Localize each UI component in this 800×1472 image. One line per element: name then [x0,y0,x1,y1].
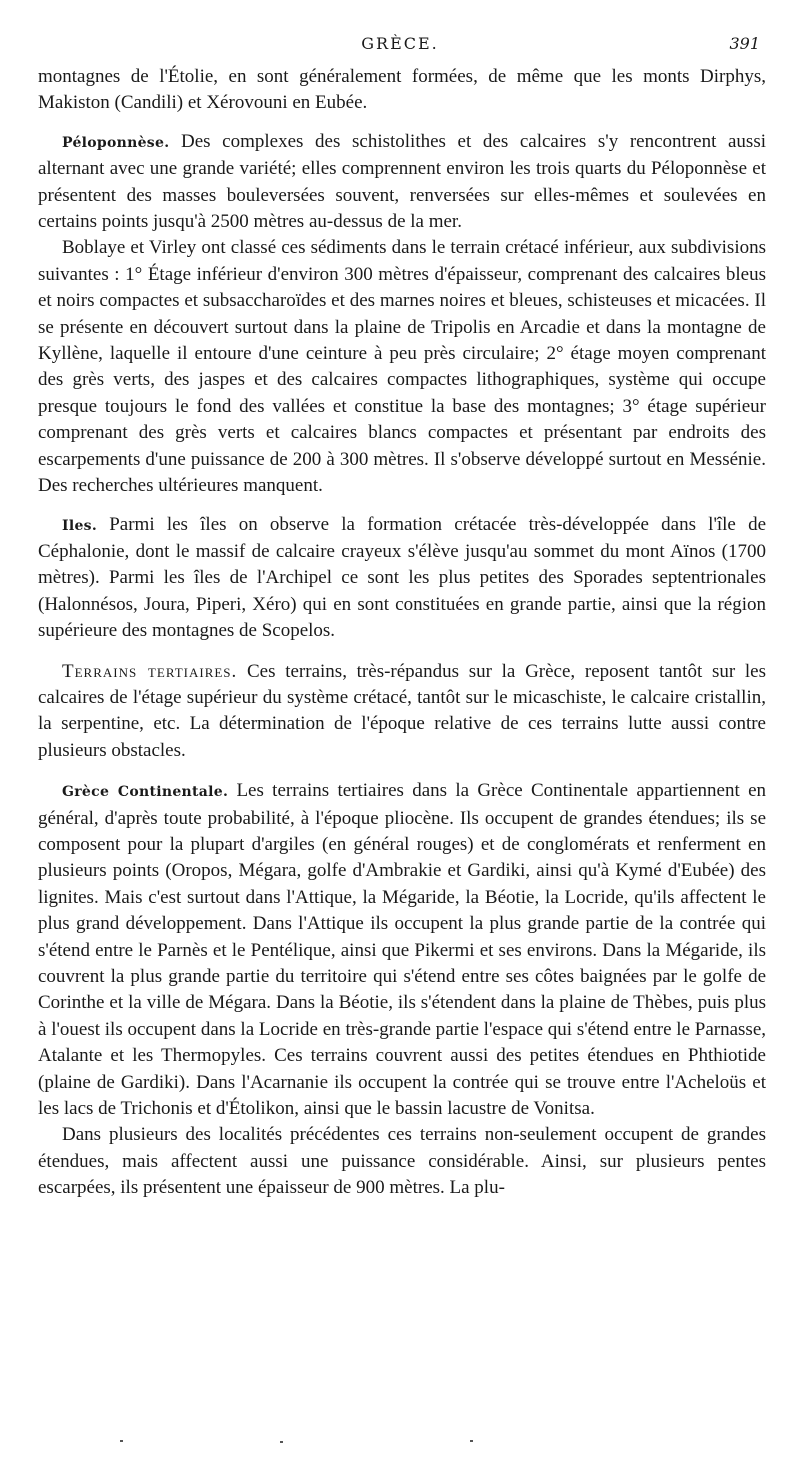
paragraph-grece-continentale [38,778,766,1122]
section-heading-grece-continentale: Grèce Continentale. [62,784,229,801]
section-heading-iles: Iles. [62,517,98,534]
paragraph-etolie-continuation: montagnes de l'Étolie, en sont généralement formées, de même que les monts Dirphys, Makiston (Candili) et Xérovouni en Eubée. [38,66,766,114]
paragraph-text: Ces terrains, très-répandus sur la Grèce, reposent tantôt sur les calcaires de l'étage supérieur du système crétacé, tantôt sur le micaschiste, le calcaire cristallin, la serpentine, etc. La détermination de l'époque relative de ces terrains lutte aussi contre plusieurs obstacles. [38,660,766,761]
paragraph-boblaye-virley: Boblaye et Virley ont classé ces sédiments dans le terrain crétacé inférieur, aux subdivisions suivantes : 1° Étage inférieur d'environ 300 mètres d'épaisseur, comprenant des calcaires bleus et noirs compactes et subsaccharoïdes et des marnes noires et bleues, schisteuses et micacées. Il se présente en découvert surtout dans la plaine de Tripolis en Arcadie et dans la montagne de Kyllène, laquelle il entoure d'une ceinture à peu près circulaire; 2° étage moyen comprenant des grès verts, des jaspes et des calcaires compactes lithographiques, système qui occupe presque toujours le fond des vallées et constitue la base des montagnes; 3° étage supérieur comprenant des grès verts et calcaires blancs compactes et présentant par endroits des escarpements d'une puissance de 200 à 300 mètres. Il s'observe développé surtout en Messénie. Des recherches ultérieures manquent. [38,237,766,497]
section-heading-terrains-tertiaires: Terrains tertiaires. [62,660,238,682]
paragraph-text: Les terrains tertiaires dans la Grèce Continentale appartiennent en général, d'après toute probabilité, à l'époque pliocène. Ils occupent de grandes étendues; ils se composent pour la plupart d'argiles (en général rouges) et de conglomérats et renferment en plusieurs points (Oropos, Mégara, golfe d'Ambrakie et Gardiki, ainsi qu'à Kymé d'Eubée) des lignites. Mais c'est surtout dans l'Attique, la Mégaride, la Béotie, la Locride, qu'ils affectent le plus grand développement. Dans l'Attique ils occupent la plus grande partie de la contrée qui s'étend entre le Parnès et le Pentélique, ainsi que Pikermi et ses environs. Dans la Mégaride, ils couvrent la plus grande partie du territoire qui s'étend entre ses côtes baignées par le golfe de Corinthe et la ville de Mégara. Dans la Béotie, ils s'étendent dans la plaine de Thèbes, puis plus à l'ouest ils occupent dans la Locride en très-grande partie l'espace qui s'étend entre le Parnasse, Atalante et les Thermopyles. Ces terrains couvrent aussi des petites étendues en Phthiotide (plaine de Gardiki). Dans l'Acarnanie ils occupent la contrée qui se trouve entre l'Acheloüs et les lacs de Trichonis et d'Étolikon, ainsi que le bassin lacustre de Vonitsa. [38,780,766,1120]
scan-speck [120,1440,123,1442]
paragraph-peloponnese [38,129,766,236]
scan-speck [470,1440,473,1442]
page-number: 391 [729,34,760,53]
paragraph-text: Des complexes des schistolithes et des calcaires s'y rencontrent aussi alternant avec une grande variété; elles comprennent environ les trois quarts du Péloponnèse et présentent des masses bouleversées souvent, renversées sur elles-mêmes et soulevées en certains points jusqu'à 2500 mètres au-dessus de la mer. [38,130,766,233]
section-heading-peloponnese: Péloponnèse. [62,134,170,151]
paragraph-terrains-tertiaires [38,659,766,765]
scan-speck [280,1441,283,1443]
running-header [0,34,800,58]
running-title: GRÈCE. [361,34,439,53]
paragraph-iles [38,512,766,645]
paragraph-text: Parmi les îles on observe la formation crétacée très-développée dans l'île de Céphalonie, dont le massif de calcaire crayeux s'élève jusqu'au sommet du mont Aïnos (1700 mètres). Parmi les îles de l'Archipel ce sont les plus petites des Sporades septentrionales (Halonnésos, Joura, Piperi, Xéro) qui en sont constituées en grande partie, ainsi que la région supérieure des montagnes de Scopelos. [38,513,766,642]
body-text [38,64,766,1202]
paragraph-localites: Dans plusieurs des localités précédentes ces terrains non-seulement occupent de grandes étendues, mais affectent aussi une puissance considérable. Ainsi, sur plusieurs pentes escarpées, ils présentent une épaisseur de 900 mètres. La plu- [38,1124,766,1199]
